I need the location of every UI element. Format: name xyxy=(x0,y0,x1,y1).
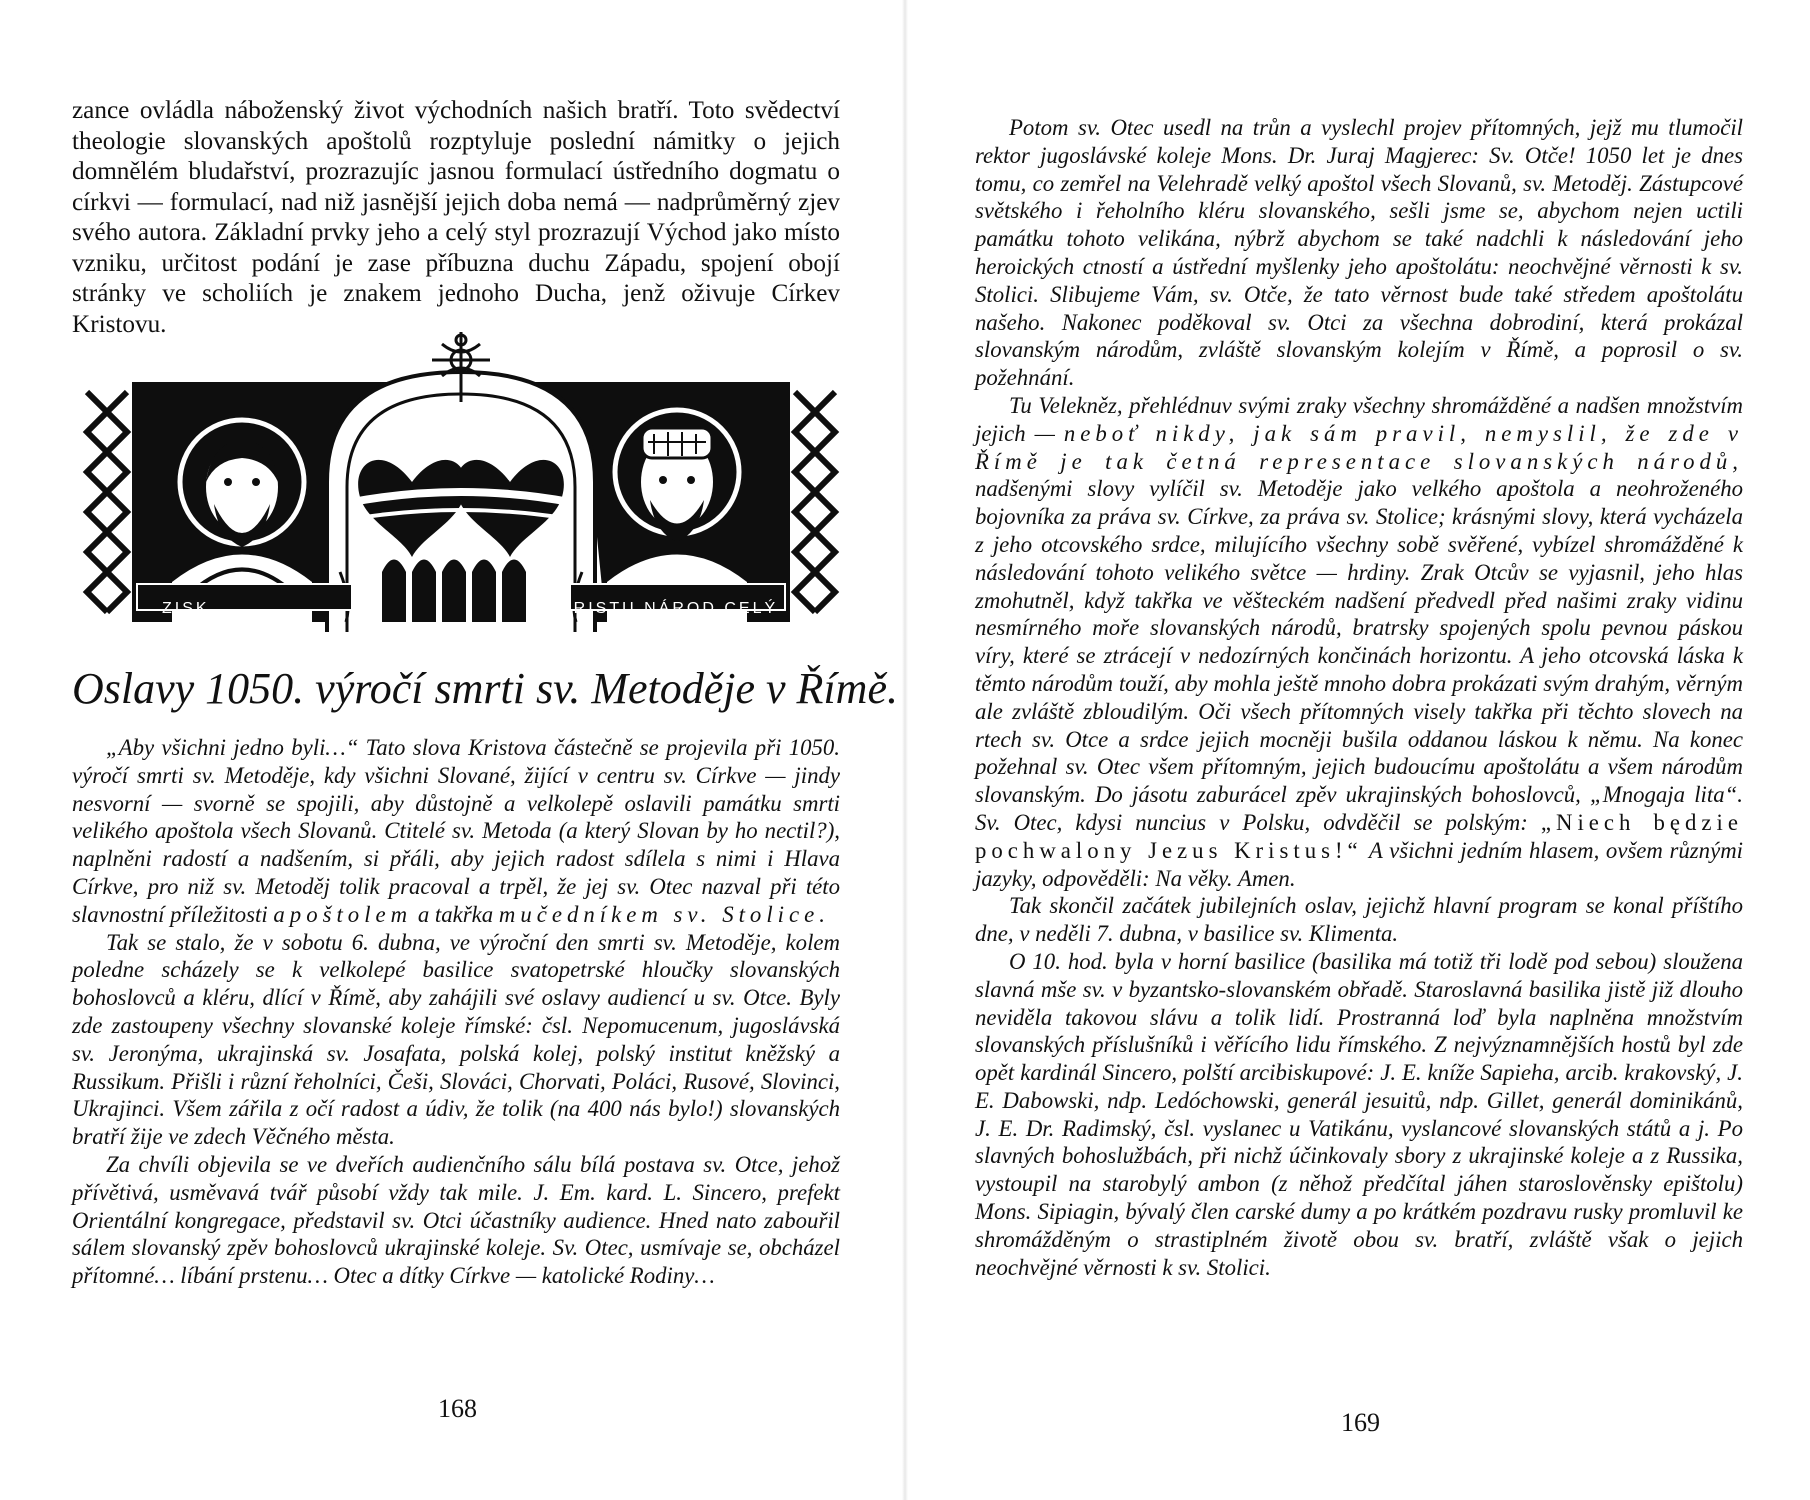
page-number: 168 xyxy=(438,1394,477,1423)
intro-paragraph xyxy=(72,96,840,340)
intro-paragraph-text: zance ovládla náboženský život východních našich bratří. Toto svědectví theologie slovanských apoštolů rozptyluje poslední námitky o jejich domnělém bludařství, prozrazujíc jasnou formulací ústředního dogmatu o církvi — formulací, nad niž jasnější jejich doba nemá — nadprůměrný zjev svého autora. Základní prvky jeho a celý styl prozrazují Východ jako místo vzniku, určitost podání je zase příbuzna duchu Západu, spojení obojí stránky ve scholiích je znakem jednoho Ducha, jenž oživuje Církev Kristovu. xyxy=(72,97,840,338)
emphasis-text: neboť nikdy, jak sám pravil, nemyslil, že zde v Římě je tak četná representace slovanských národů, xyxy=(975,420,1744,474)
illustration-saints-cyril-methodius xyxy=(82,332,840,632)
paragraph: Potom sv. Otec usedl na trůn a vyslechl projev přítomných, jejž mu tlumočil rektor jugoslávské koleje Mons. Dr. Juraj Magjerec: Sv. Otče! 1050 let je dnes tomu, co zemřel na Velehradě velký apoštol všech Slovanů, sv. Metoděj. Zástupcové světského i řeholního kléru slovanského, sešli jsme se, abychom nejen uctili památku tohoto velikána, nýbrž abychom se také nadchli k následování jeho heroických ctností a ústřední myšlenky jeho apoštolátu: neochvějné věrnosti k sv. Stolici. Slibujeme Vám, sv. Otče, že tato věrnost bude také středem apoštolátu našeho. Nakonec poděkoval sv. Otci za všechna dobrodiní, která prokázal slovanským národům, zvláště slovanským kolejím v Římě, a poprosil o sv. požehnání. xyxy=(975,115,1743,391)
paragraph xyxy=(72,734,840,929)
right-article-body xyxy=(975,114,1743,1281)
illustration-art xyxy=(82,332,840,632)
paragraph-text: A všichni jedním hlasem, ovšem různými jazyky, odpověděli: Na věky. Amen. xyxy=(975,837,1743,891)
paragraph-text: „Aby všichni jedno byli…“ Tato slova Kristova částečně se projevila při 1050. výročí smrti sv. Metoděje, kdy všichni Slované, žijící v centru sv. Církve — jindy nesvorní — svorně se spojili, aby důstojně a velkolepě oslavili památku smrti velikého apoštola všech Slovanů. Ctitelé sv. Metoda (a který Slovan by ho nectil?), naplněni radostí a nadšením, si přáli, aby jejich radost sdílela s nimi i Hlava Církve, pro niž sv. Metoděj tolik pracoval a trpěl, že jej sv. Otec nazval při této slavnostní příležitosti xyxy=(72,735,840,927)
illustration-caption-left: ZISK ... ... xyxy=(162,600,270,617)
paragraph-text: Tu Velekněz, přehlédnuv svými zraky všechny shromážděné a nadšen množstvím jejich — xyxy=(975,392,1743,446)
paragraph: Tak se stalo, že v sobotu 6. dubna, ve výroční den smrti sv. Metoděje, kolem poledne scházely se k velkolepé basilice svatopetrské hloučky slovanských bohoslovců a kléru, dlící v Římě, aby zahájili své oslavy audiencí u sv. Otce. Byly zde zastoupeny všechny slovanské koleje římské: čsl. Nepomucenum, jugoslávská sv. Jeronýma, ukrajinská sv. Josafata, polská kolej, polský institut kněžský a Russikum. Přišli i různí řeholníci, Češi, Slováci, Chorvati, Poláci, Rusové, Slovinci, Ukrajinci. Všem zářila z očí radost a údiv, že tolik (na 400 nás bylo!) slovanských bratří žije ve zdech Věčného města. xyxy=(72,929,840,1150)
paragraph: O 10. hod. byla v horní basilice (basilika má totiž tři lodě pod sebou) sloužena slavná mše sv. v byzantsko-slovanském obřadě. Staroslavná basilika jistě již dlouho neviděla takovou slávu a tolik lidí. Prostranná loď byla naplněna množstvím slovanských příslušníků i věřícího lidu římského. Z nejvýznamnějších hostů byl zde opět kardinál Sincero, polští arcibiskupové: J. E. kníže Sapieha, arcib. krakovský, J. E. Dabowski, ndp. Ledóchowski, generál jesuitů, ndp. Gillet, generál dominikánů, J. E. Dr. Radimský, čsl. vyslanec u Vatikánu, vyslancové slovanských států a j. Po slavných bohoslužbách, při nichž účinkovaly sbory z ukrajinské koleje a z Russika, vystoupil na starobylý ambon (z něhož předčítal jáhen staroslověnsky epištolu) Mons. Sipiagin, bývalý člen carské dumy a po krátkém pozdravu rusky promluvil ke shromážděným o strastiplném životě obou sv. bratří, zvláště však o jejich neochvějné věrnosti k sv. Stolici. xyxy=(975,948,1743,1280)
article-title: Oslavy 1050. výročí smrti sv. Metoděje v Římě. xyxy=(72,664,898,713)
left-article-body xyxy=(72,734,840,1290)
paragraph: Za chvíli objevila se ve dveřích audienčního sálu bílá postava sv. Otce, jehož přívětivá, usměvavá tvář působí vždy tak mile. J. Em. kard. L. Sincero, prefekt Orientální kongregace, představil sv. Otci účastníky audience. Hned nato zabouřil sálem slovanský zpěv bohoslovců ukrajinské koleje. Sv. Otec, usmívaje se, obcházel přítomné… líbání prstenu… Otec a dítky Církve — katolické Rodiny… xyxy=(72,1151,840,1289)
paragraph xyxy=(975,392,1743,892)
paragraph-text: a takřka xyxy=(417,901,494,927)
paragraph: Tak skončil začátek jubilejních oslav, jejichž hlavní program se konal příštího dne, v neděli 7. dubna, v basilice sv. Klimenta. xyxy=(975,893,1743,947)
illustration-caption-right: KRISTU NÁROD CELÝ xyxy=(560,600,779,617)
page-number: 169 xyxy=(1341,1408,1380,1437)
emphasis-text: apoštolem xyxy=(273,901,413,927)
right-page xyxy=(905,0,1810,1500)
polish-greeting: „Niech będzie pochwalony Jezus Kristus!“ xyxy=(975,809,1743,863)
emphasis-text: mučedníkem sv. Stolice. xyxy=(498,901,830,927)
paragraph-text: nadšenými slovy vylíčil sv. Metoděje jako velkého apoštola a neohroženého bojovníka za práva sv. Církve, za práva sv. Stolice; krásnými slovy, která vycházela z jeho otcovského srdce, milujícího všechny sobě svěřené, vybízel shromážděné k následování tohoto velikého světce — hrdiny. Zrak Otcův se vyjasnil, jeho hlas zmohutněl, když takřka ve věšteckém nadšení předvedl před našimi zraky vidinu nesmírného moře slovanských národů, bratrsky spojených spolu pevnou páskou víry, které se ztrácejí v nedozírných končinách horizontu. A jeho otcovská láska k těmto národům touží, aby mohla ještě mnoho dobra prokázati svým drahým, věrným ale zvláště zbloudilým. Oči všech přítomných visely takřka při těchto slovech na rtech sv. Otce a srdce jejich mocněji bušila oddanou láskou k němu. Na konec požehnal sv. Otec všem přítomným, jejich budoucímu apoštolátu a všem národům slovanským. Do jásotu zaburácel zpěv ukrajinských bohoslovců, „Mnogaja lita“. Sv. Otec, kdysi nuncius v Polsku, odvděčil se polským: xyxy=(975,476,1743,835)
